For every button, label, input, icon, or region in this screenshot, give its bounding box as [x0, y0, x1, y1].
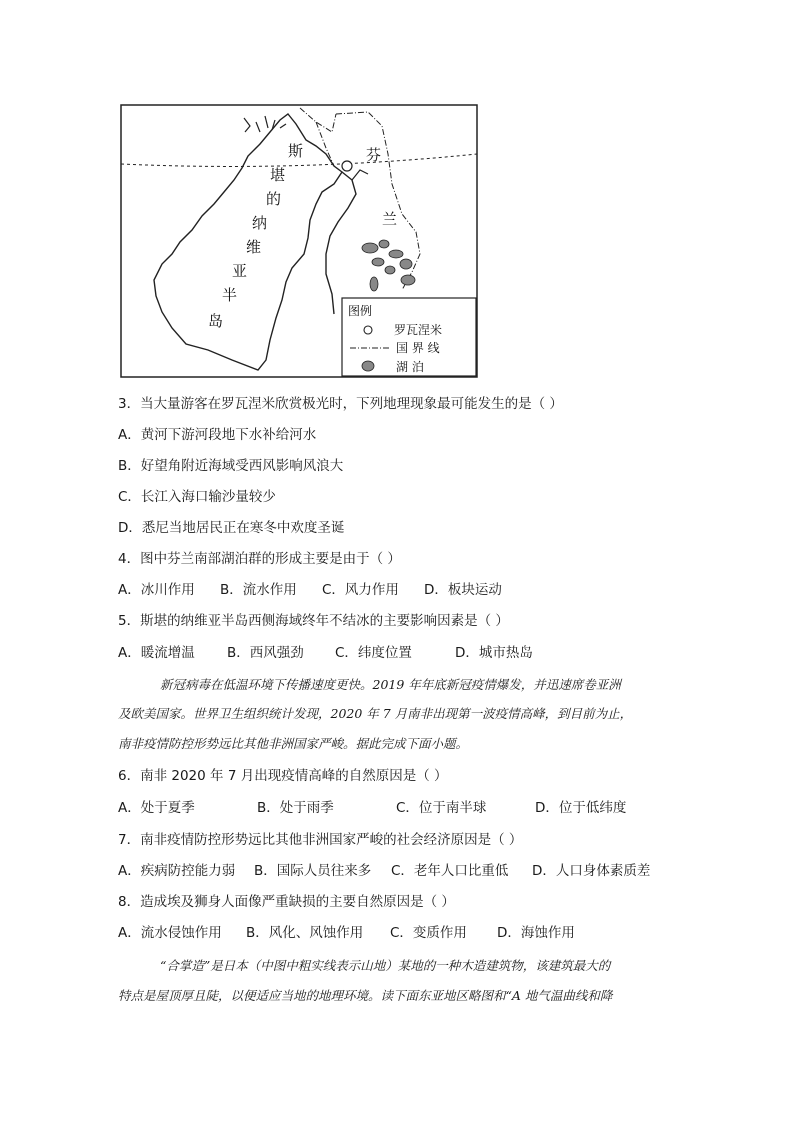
circle-icon	[364, 326, 372, 334]
question-8-option-d[interactable]: D．海蚀作用	[497, 925, 575, 941]
question-7-stem: 7．南非疫情防控形势远比其他非洲国家严峻的社会经济原因是（ ）	[118, 832, 523, 848]
question-5-option-d[interactable]: D．城市热岛	[455, 645, 533, 661]
question-4-stem: 4．图中芬兰南部湖泊群的形成主要是由于（ ）	[118, 551, 401, 567]
lake-icon	[362, 361, 374, 371]
question-8-option-a[interactable]: A．流水侵蚀作用	[118, 925, 222, 941]
region-char: 斯	[288, 142, 304, 160]
region-char: 半	[222, 286, 238, 304]
legend-label: 湖 泊	[396, 360, 424, 374]
legend-title: 图例	[348, 304, 373, 318]
question-6-option-a[interactable]: A．处于夏季	[118, 800, 195, 816]
passage-2-line: 特点是屋顶厚且陡，以便适应当地的地理环境。读下面东亚地区略图和“A 地气温曲线和降	[118, 988, 613, 1003]
question-7-option-d[interactable]: D．人口身体素质差	[532, 863, 651, 879]
question-3-option-a[interactable]: A．黄河下游河段地下水补给河水	[118, 427, 317, 443]
country-char: 芬	[366, 146, 382, 164]
region-char: 堪	[270, 166, 286, 184]
passage-1-line: 新冠病毒在低温环境下传播速度更快。2019 年年底新冠疫情爆发，并迅速席卷亚洲	[160, 677, 621, 692]
region-char: 维	[246, 238, 262, 256]
question-7-option-b[interactable]: B．国际人员往来多	[254, 863, 372, 879]
question-4-option-c[interactable]: C．风力作用	[322, 582, 399, 598]
question-6-stem: 6．南非 2020 年 7 月出现疫情高峰的自然原因是（ ）	[118, 768, 448, 784]
rovaniemi-marker	[342, 161, 352, 171]
question-3-option-d[interactable]: D．悉尼当地居民正在寒冬中欢度圣诞	[118, 520, 345, 536]
region-char: 的	[266, 190, 282, 208]
question-6-option-c[interactable]: C．位于南半球	[396, 800, 487, 816]
legend-label: 罗瓦涅米	[394, 323, 443, 337]
question-4-option-a[interactable]: A．冰川作用	[118, 582, 195, 598]
question-3-option-b[interactable]: B．好望角附近海域受西风影响风浪大	[118, 458, 344, 474]
question-5-option-b[interactable]: B．西风强劲	[227, 645, 304, 661]
question-7-option-c[interactable]: C．老年人口比重低	[391, 863, 509, 879]
question-6-option-d[interactable]: D．位于低纬度	[535, 800, 627, 816]
passage-1-line: 南非疫情防控形势远比其他非洲国家严峻。据此完成下面小题。	[118, 736, 469, 751]
question-8-option-c[interactable]: C．变质作用	[390, 925, 467, 941]
region-char: 亚	[232, 262, 248, 280]
legend-label: 国 界 线	[396, 341, 440, 355]
question-4-option-d[interactable]: D．板块运动	[424, 582, 502, 598]
question-3-stem: 3．当大量游客在罗瓦涅米欣赏极光时，下列地理现象最可能发生的是（ ）	[118, 396, 563, 412]
passage-1-line: 及欧美国家。世界卫生组织统计发现，2020 年 7 月南非出现第一波疫情高峰，到目前为止，	[118, 706, 633, 721]
region-char: 纳	[252, 214, 268, 232]
question-8-option-b[interactable]: B．风化、风蚀作用	[246, 925, 364, 941]
question-5-option-c[interactable]: C．纬度位置	[335, 645, 412, 661]
question-3-option-c[interactable]: C．长江入海口输沙量较少	[118, 489, 276, 505]
passage-2-line: “合掌造”是日本（中图中粗实线表示山地）某地的一种木造建筑物，该建筑最大的	[160, 958, 611, 973]
question-6-option-b[interactable]: B．处于雨季	[257, 800, 334, 816]
map-legend	[342, 298, 476, 376]
question-8-stem: 8．造成埃及狮身人面像严重缺损的主要自然原因是（ ）	[118, 894, 455, 910]
question-7-option-a[interactable]: A．疾病防控能力弱	[118, 863, 236, 879]
question-4-option-b[interactable]: B．流水作用	[220, 582, 297, 598]
question-5-stem: 5．斯堪的纳维亚半岛西侧海域终年不结冰的主要影响因素是（ ）	[118, 613, 509, 629]
country-char: 兰	[382, 210, 398, 228]
region-char: 岛	[208, 312, 224, 330]
scandinavia-map	[120, 104, 478, 378]
question-5-option-a[interactable]: A．暖流增温	[118, 645, 195, 661]
